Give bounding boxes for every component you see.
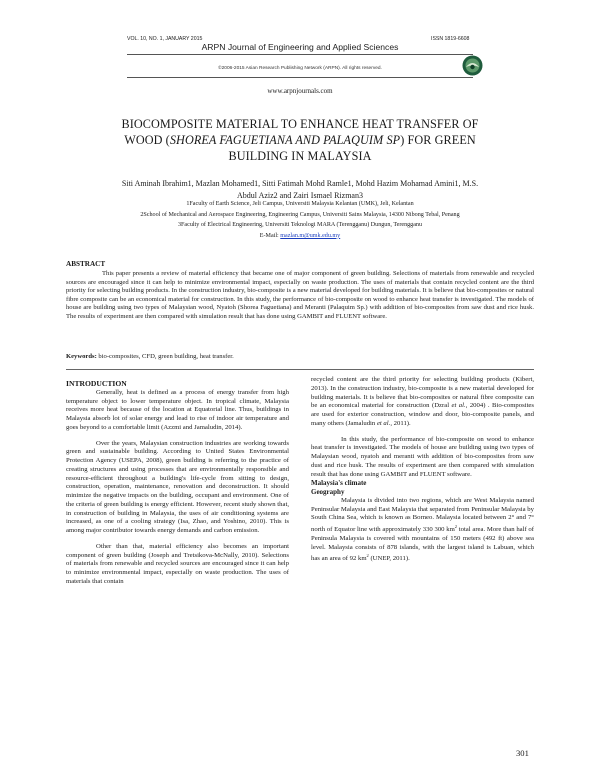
issn: ISSN 1819-6608: [431, 36, 470, 42]
email-label: E-Mail:: [259, 232, 281, 239]
paper-title: [86, 117, 514, 164]
affiliation-1: 1Faculty of Earth Science, Jeli Campus, Universiti Malaysia Kelantan (UMK), Jeli, Kelantan: [186, 201, 414, 207]
geography-heading: Geography: [311, 488, 345, 496]
page-number: 301: [516, 748, 529, 758]
left-column: [66, 380, 289, 587]
geo-p-sup-2: 2: [366, 553, 369, 559]
keywords: [66, 353, 534, 360]
arpn-logo-icon: [462, 55, 483, 76]
right-p1-italic-2: et al.: [376, 419, 391, 427]
title-line-2-post: ) FOR GREEN: [400, 132, 476, 147]
header-rule-bottom: [127, 77, 473, 78]
keywords-label: Keywords:: [66, 353, 97, 360]
right-p1-italic-1: et al.: [451, 402, 466, 410]
copyright: ©2006-2015 Asian Research Publishing Network (ARPN). All rights reserved.: [218, 66, 382, 71]
right-p1-pre: recycled content are the third priority for selecting building products (Kibert, 2013). In the construction industry, bio-composite is a new material developed for building materials. It is believe that bio-composites or natural fibre composite can be an economical material for construction (Dzral: [311, 376, 534, 410]
journal-website: www.arpnjournals.com: [267, 87, 333, 95]
intro-paragraph-1: Generally, heat is defined as a process of energy transfer from high temperature object to lower temperature object. In tropical climate, Malaysia receives more heat because of the location at Equatorial line. Thus, buildings in Malaysia absorb lot of solar energy and lead to rise of indoor air temperature and goes beyond to a comfortable limit (Azzmi and Jamaludin, 2014).: [66, 388, 289, 431]
right-p1-post: , 2011).: [390, 419, 411, 427]
journal-name: ARPN Journal of Engineering and Applied Sciences: [201, 42, 399, 52]
intro-paragraph-2: Over the years, Malaysian construction industries are working towards green and sustainable building. According to United States Environmental Protection Agency (USEPA, 2008), green building is referring to the practice of creating structures and using processes that are environmentally responsible and resource-efficient throughout a building's life-cycle from sitting to design, construction, operation, maintenance, renovation and deconstruction. It should minimize the negative impacts on the building, occupant and environment. One of the criteria of green building is energy efficient. However, recent study shown that, in construction of building in Malaysia, the uses of air conditioning systems are increased, as one of a cooling strategy (Isa, Zhao, and Yoshino, 2010). This is among major contributor towards energy demands and carbon emission.: [66, 439, 289, 534]
geo-p-pre: Malaysia is divided into two regions, which are West Malaysia named Peninsular Malaysia and East Malaysia that separated from Peninsular Malaysia by South China Sea, which is known as Borneo. Malaysia located between 2° and 7° north of Equator line with approximately 330 300 km: [311, 496, 534, 534]
title-line-2-italic: SHOREA FAGUETIANA AND PALAQUIM SP: [169, 132, 401, 147]
keywords-text: bio-composites, CFD, green building, heat transfer.: [96, 353, 234, 360]
abstract-heading: ABSTRACT: [66, 260, 106, 268]
section-separator: [66, 369, 534, 370]
geography-paragraph: [311, 497, 534, 565]
title-line-2: [86, 133, 514, 149]
affiliations: [60, 199, 540, 241]
volume-info: VOL. 10, NO. 1, JANUARY 2015: [127, 36, 203, 42]
title-line-3: BUILDING IN MALAYSIA: [228, 148, 372, 163]
intro-paragraph-3: Other than that, material efficiency also becomes an important component of green building (Joseph and Tretsikova-McNally, 2010). Selections of materials from renewable and recycled sources are encouraged since it can help to minimize environmental impact, especially on waste production. The uses of materials that contain: [66, 542, 289, 585]
climate-heading: Malaysia's climate: [311, 479, 367, 488]
email-link[interactable]: mazlan.m@umk.edu.my: [280, 232, 341, 239]
geo-p-post: total area. More than half of Peninsula Malaysia is covered with mountains of 150 meters (492 ft) above sea level. Malaysia consists of 878 islands, with the largest island is Labuan, which has an area of 92 km: [311, 526, 535, 563]
affiliation-2: 2School of Mechanical and Aerospace Engineering, Engineering Campus, Universiti Sains Malaysia, 14300 Nibong Tebal, Penang: [140, 211, 460, 218]
right-paragraph-1: [311, 376, 534, 429]
abstract-text: This paper presents a review of material efficiency that became one of major component of green building. Selections of materials from renewable and recycled sources are encouraged since it can help to minimize environmental impact, especially on waste production. The uses of materials that contain recycled content are the third priority for selecting building products. In the construction industry, bio-composite is a new material developed for building materials. It is believe that bio-composites or natural fibre composite can be an economical material for construction. In this study, the performance of bio-composite on wood to enhance heat transfer is investigated. The models of house are building using two types of Malaysian wood, Nyatoh (Shorea Faguetiana) and Meranti (Palaquim Sp.) with addition of bio-composites from saw dust and rice husk. The results of experiment are then compared with simulation result that has done using GAMBIT and FLUENT software.: [66, 270, 534, 320]
introduction-heading: INTRODUCTION: [66, 379, 127, 388]
right-p1-mid: , 2004) . Bio-composites are used for exterior construction, window and door, bio-composite panels, and many others (Jamaludin: [311, 402, 534, 427]
authors-line-1: Siti Aminah Ibrahim1, Mazlan Mohamed1, Sitti Fatimah Mohd Ramle1, Mohd Hazim Mohamad Amini1, M.S.: [121, 179, 479, 188]
email-line: [60, 231, 540, 242]
title-line-1: BIOCOMPOSITE MATERIAL TO ENHANCE HEAT TRANSFER OF: [121, 117, 479, 131]
title-line-2-pre: WOOD (: [124, 132, 170, 147]
header-rule-top: [127, 54, 473, 55]
authors-line-2: Abdul Aziz2 and Zairi Ismael Rizman3: [237, 190, 363, 200]
right-column: [311, 376, 534, 564]
affiliation-3: 3Faculty of Electrical Engineering, Universiti Teknologi MARA (Terengganu) Dungun, Terengganu: [177, 222, 423, 229]
author-list: [76, 178, 524, 201]
geo-p-end: (UNEP, 2011).: [368, 555, 410, 563]
geo-p-sup-1: 2: [454, 524, 458, 529]
right-paragraph-2: In this study, the performance of bio-composite on wood to enhance heat transfer is investigated. The models of house are building using two types of Malaysian wood, nyatoh and meranti with addition of bio-composites from saw dust and rice husk. The results of experiment are then compared with simulation result that has done using GAMBIT and FLUENT software.: [311, 435, 534, 478]
